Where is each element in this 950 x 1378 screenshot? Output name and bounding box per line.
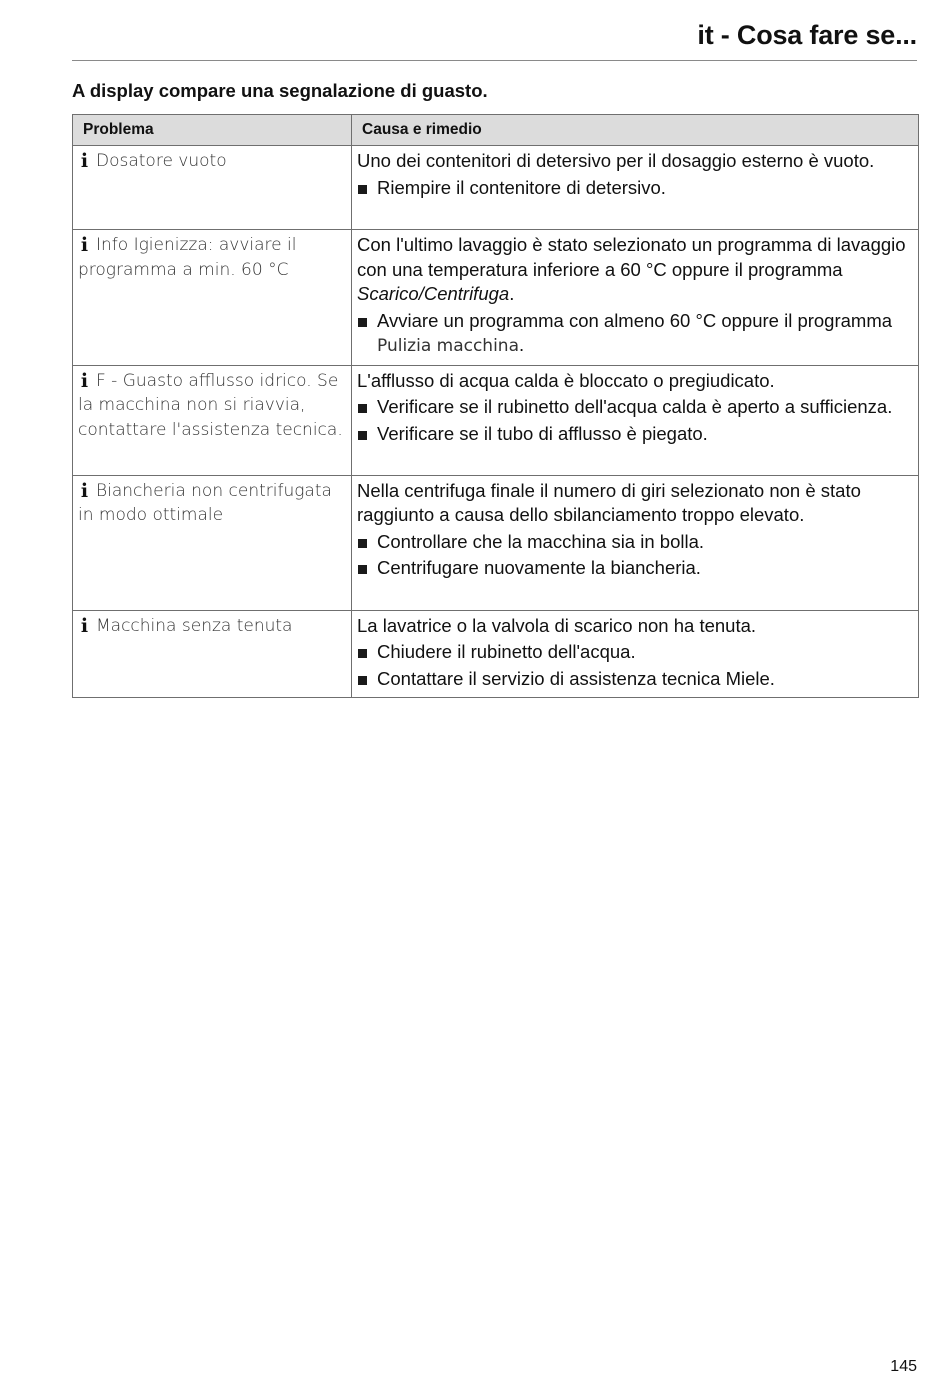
square-bullet-icon: [358, 676, 367, 685]
cause-text-part: Con l'ultimo lavaggio è stato selezionato un programma di lavaggio con una temperatura inferiore a 60 °C oppure il programma: [357, 234, 906, 280]
cause-remedy-cell: [352, 610, 919, 698]
remedy-item: [357, 640, 910, 665]
header-rule: [72, 60, 917, 61]
problem-text: Info Igienizza: avviare il programma a min. 60 °C: [78, 235, 297, 280]
remedy-text: Chiudere il rubinetto dell'acqua.: [377, 641, 636, 662]
column-header-cause-remedy: Causa e rimedio: [352, 115, 919, 146]
display-program-name: Pulizia macchina: [377, 336, 520, 356]
info-icon: i: [80, 479, 89, 502]
remedy-item: [357, 309, 910, 359]
problem-cell: [73, 146, 352, 230]
remedy-text-end: .: [519, 334, 525, 355]
info-icon: i: [80, 234, 89, 256]
square-bullet-icon: [358, 649, 367, 658]
cause-text: Uno dei contenitori di detersivo per il dosaggio esterno è vuoto.: [357, 150, 875, 171]
remedy-text: Contattare il servizio di assistenza tecnica Miele.: [377, 667, 775, 689]
cause-remedy-cell: [352, 230, 919, 366]
cause-remedy-cell: [352, 365, 919, 475]
remedy-text: Controllare che la macchina sia in bolla.: [377, 530, 705, 552]
remedy-text: Verificare se il rubinetto dell'acqua calda è aperto a sufficienza.: [377, 396, 893, 417]
cause-remedy-cell: [352, 475, 919, 610]
program-name-italic: Scarico/Centrifuga: [357, 283, 510, 304]
table-row: [73, 230, 919, 366]
problem-cell: [73, 365, 352, 475]
table-header-row: [73, 115, 919, 146]
problem-text: Dosatore vuoto: [96, 151, 227, 171]
remedy-item: [357, 667, 910, 692]
remedy-item: [357, 176, 910, 201]
cause-text: [357, 233, 910, 307]
problem-cell: [73, 230, 352, 366]
square-bullet-icon: [358, 565, 367, 574]
cause-text: La lavatrice o la valvola di scarico non ha tenuta.: [357, 614, 757, 636]
remedy-text: Avviare un programma con almeno 60 °C oppure il programma: [377, 309, 893, 331]
problem-cell: [73, 475, 352, 610]
cause-text-end: .: [509, 283, 515, 304]
square-bullet-icon: [358, 185, 367, 194]
table-row: [73, 610, 919, 698]
square-bullet-icon: [358, 539, 367, 548]
problem-text: Macchina senza tenuta: [96, 615, 293, 636]
remedy-text: Riempire il contenitore di detersivo.: [377, 176, 666, 198]
page-number: 145: [890, 1358, 917, 1375]
info-icon: i: [80, 614, 89, 637]
section-title: A display compare una segnalazione di guasto.: [72, 80, 488, 101]
column-header-problem: Problema: [73, 115, 352, 146]
table-row: [73, 475, 919, 610]
info-icon: i: [80, 150, 89, 172]
fault-message-table: [72, 114, 919, 698]
problem-text: F - Guasto afflusso idrico. Se la macchina non si riavvia, contattare l'assistenza tecnica.: [78, 370, 343, 440]
remedy-item: [357, 530, 910, 555]
square-bullet-icon: [358, 318, 367, 327]
info-icon: i: [80, 369, 89, 392]
table-row: [73, 146, 919, 230]
square-bullet-icon: [358, 404, 367, 413]
remedy-item: [357, 422, 910, 447]
problem-cell: [73, 610, 352, 698]
remedy-item: [357, 556, 910, 581]
problem-text: Biancheria non centrifugata in modo ottimale: [78, 480, 332, 525]
remedy-item: [357, 395, 910, 420]
remedy-text: Verificare se il tubo di afflusso è piegato.: [377, 422, 708, 444]
square-bullet-icon: [358, 431, 367, 440]
cause-remedy-cell: [352, 146, 919, 230]
table-row: [73, 365, 919, 475]
remedy-text: Centrifugare nuovamente la biancheria.: [377, 557, 701, 578]
running-header-title: it - Cosa fare se...: [697, 20, 917, 50]
cause-text: L'afflusso di acqua calda è bloccato o pregiudicato.: [357, 369, 775, 391]
cause-text: Nella centrifuga finale il numero di giri selezionato non è stato raggiunto a causa dello sbilanciamento troppo elevato.: [357, 479, 861, 525]
